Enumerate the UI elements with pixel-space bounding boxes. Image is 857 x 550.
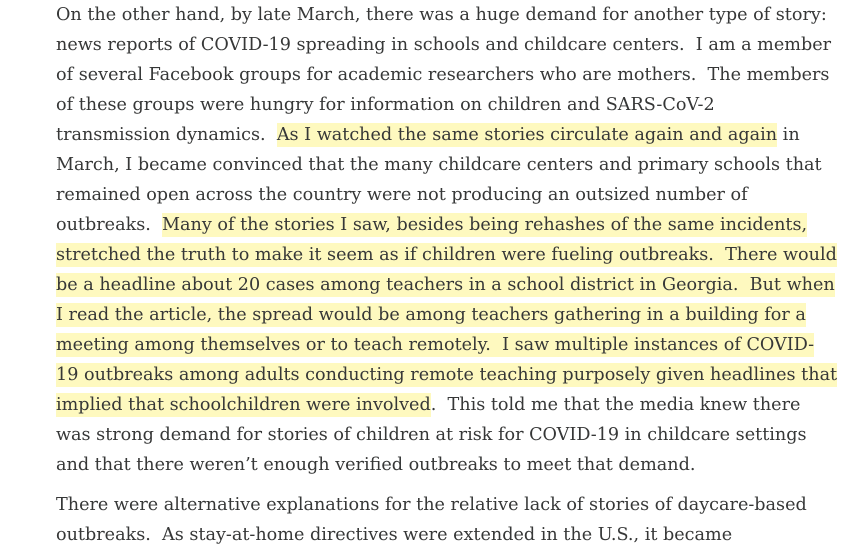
text-line	[56, 330, 836, 360]
text-segment: outbreaks. As stay-at-home directives were extended in the U.S., it became	[56, 525, 733, 545]
highlighted-text: Many of the stories I saw, besides being rehashes of the same incidents,	[162, 215, 808, 235]
text-segment: March, I became convinced that the many childcare centers and primary schools that	[56, 155, 822, 175]
text-segment: There were alternative explanations for the relative lack of stories of daycare-based	[56, 495, 807, 515]
highlighted-text: be a headline about 20 cases among teachers in a school district in Georgia. But when	[56, 275, 835, 295]
highlighted-text: meeting among themselves or to teach remotely. I saw multiple instances of COVID-	[56, 335, 815, 355]
text-segment: news reports of COVID-19 spreading in schools and childcare centers. I am a member	[56, 35, 832, 55]
text-segment: of several Facebook groups for academic researchers who are mothers. The members	[56, 65, 830, 85]
text-segment: On the other hand, by late March, there was a huge demand for another type of story:	[56, 5, 827, 25]
text-segment: and that there weren’t enough verified outbreaks to meet that demand.	[56, 455, 696, 475]
text-segment: of these groups were hungry for information on children and SARS-CoV-2	[56, 95, 715, 115]
text-segment: transmission dynamics.	[56, 125, 277, 145]
highlighted-text: I read the article, the spread would be among teachers gathering in a building for a	[56, 305, 806, 325]
highlighted-text: stretched the truth to make it seem as if children were fueling outbreaks. There would	[56, 245, 837, 265]
paragraph-covid-story-demand	[56, 0, 836, 480]
text-line	[56, 30, 836, 60]
text-line	[56, 270, 836, 300]
text-segment: in	[777, 125, 800, 145]
text-line	[56, 60, 836, 90]
highlighted-text: 19 outbreaks among adults conducting remote teaching purposely given headlines that	[56, 365, 838, 385]
text-line	[56, 120, 836, 150]
text-segment: was strong demand for stories of children at risk for COVID-19 in childcare settings	[56, 425, 807, 445]
text-line	[56, 210, 836, 240]
text-line	[56, 90, 836, 120]
text-line	[56, 390, 836, 420]
text-line	[56, 300, 836, 330]
paragraph-alternative-explanations	[56, 490, 836, 550]
highlighted-text: As I watched the same stories circulate again and again	[276, 125, 778, 145]
text-segment: remained open across the country were not producing an outsized number of	[56, 185, 748, 205]
text-line	[56, 490, 836, 520]
text-line	[56, 150, 836, 180]
text-segment: . This told me that the media knew there	[430, 395, 801, 415]
text-line	[56, 420, 836, 450]
text-line	[56, 0, 836, 30]
text-line	[56, 180, 836, 210]
text-segment: outbreaks.	[56, 215, 163, 235]
text-line	[56, 450, 836, 480]
text-line	[56, 360, 836, 390]
highlighted-text: implied that schoolchildren were involved	[56, 395, 431, 415]
text-line	[56, 240, 836, 270]
text-line	[56, 520, 836, 550]
paragraph-gap	[56, 480, 836, 490]
article-body	[56, 0, 836, 550]
